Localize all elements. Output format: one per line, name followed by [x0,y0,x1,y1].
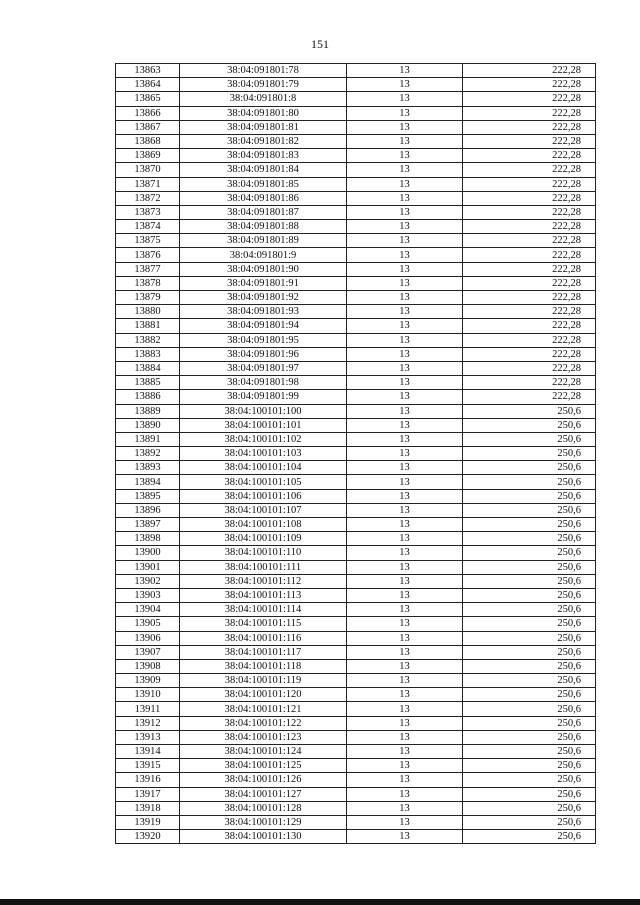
table-row [116,489,596,503]
quantity-cell: 13 [347,291,463,305]
value-cell: 250,6 [463,489,596,503]
table-row [116,376,596,390]
cadastral-number-cell: 38:04:100101:117 [180,645,347,659]
quantity-cell: 13 [347,432,463,446]
table-row [116,333,596,347]
cadastral-number-cell: 38:04:100101:123 [180,730,347,744]
table-row [116,319,596,333]
quantity-cell: 13 [347,205,463,219]
table-row [116,191,596,205]
value-cell: 222,28 [463,276,596,290]
quantity-cell: 13 [347,688,463,702]
row-number-cell: 13905 [116,617,180,631]
table-row [116,645,596,659]
cadastral-number-cell: 38:04:100101:126 [180,773,347,787]
table-row [116,617,596,631]
row-number-cell: 13894 [116,475,180,489]
cadastral-number-cell: 38:04:100101:129 [180,815,347,829]
value-cell: 250,6 [463,787,596,801]
cadastral-number-cell: 38:04:091801:83 [180,149,347,163]
cadastral-number-cell: 38:04:100101:107 [180,503,347,517]
value-cell: 250,6 [463,702,596,716]
table-row [116,461,596,475]
row-number-cell: 13916 [116,773,180,787]
cadastral-number-cell: 38:04:100101:119 [180,674,347,688]
quantity-cell: 13 [347,191,463,205]
table-row [116,674,596,688]
cadastral-number-cell: 38:04:091801:94 [180,319,347,333]
row-number-cell: 13886 [116,390,180,404]
value-cell: 222,28 [463,361,596,375]
value-cell: 250,6 [463,532,596,546]
value-cell: 222,28 [463,291,596,305]
quantity-cell: 13 [347,177,463,191]
row-number-cell: 13878 [116,276,180,290]
value-cell: 250,6 [463,518,596,532]
row-number-cell: 13885 [116,376,180,390]
row-number-cell: 13870 [116,163,180,177]
table-row [116,631,596,645]
quantity-cell: 13 [347,588,463,602]
quantity-cell: 13 [347,773,463,787]
value-cell: 222,28 [463,120,596,134]
table-row [116,134,596,148]
row-number-cell: 13904 [116,603,180,617]
quantity-cell: 13 [347,461,463,475]
quantity-cell: 13 [347,390,463,404]
value-cell: 222,28 [463,376,596,390]
cadastral-number-cell: 38:04:100101:128 [180,801,347,815]
row-number-cell: 13877 [116,262,180,276]
value-cell: 250,6 [463,418,596,432]
quantity-cell: 13 [347,447,463,461]
cadastral-number-cell: 38:04:100101:118 [180,659,347,673]
cadastral-number-cell: 38:04:100101:130 [180,830,347,844]
cadastral-number-cell: 38:04:091801:89 [180,234,347,248]
row-number-cell: 13900 [116,546,180,560]
table-row [116,574,596,588]
quantity-cell: 13 [347,617,463,631]
row-number-cell: 13917 [116,787,180,801]
quantity-cell: 13 [347,631,463,645]
row-number-cell: 13865 [116,92,180,106]
quantity-cell: 13 [347,659,463,673]
table-row [116,78,596,92]
quantity-cell: 13 [347,305,463,319]
cadastral-number-cell: 38:04:100101:104 [180,461,347,475]
cadastral-number-cell: 38:04:091801:78 [180,64,347,78]
row-number-cell: 13868 [116,134,180,148]
cadastral-number-cell: 38:04:091801:80 [180,106,347,120]
value-cell: 250,6 [463,815,596,829]
row-number-cell: 13911 [116,702,180,716]
row-number-cell: 13901 [116,560,180,574]
cadastral-number-cell: 38:04:100101:115 [180,617,347,631]
quantity-cell: 13 [347,702,463,716]
table-row [116,291,596,305]
cadastral-number-cell: 38:04:091801:90 [180,262,347,276]
quantity-cell: 13 [347,503,463,517]
cadastral-number-cell: 38:04:091801:87 [180,205,347,219]
quantity-cell: 13 [347,347,463,361]
quantity-cell: 13 [347,645,463,659]
table-row [116,149,596,163]
value-cell: 250,6 [463,588,596,602]
cadastral-number-cell: 38:04:091801:85 [180,177,347,191]
table-row [116,659,596,673]
value-cell: 222,28 [463,248,596,262]
value-cell: 250,6 [463,461,596,475]
quantity-cell: 13 [347,574,463,588]
quantity-cell: 13 [347,163,463,177]
value-cell: 222,28 [463,262,596,276]
row-number-cell: 13892 [116,447,180,461]
value-cell: 250,6 [463,546,596,560]
cadastral-number-cell: 38:04:091801:79 [180,78,347,92]
quantity-cell: 13 [347,560,463,574]
quantity-cell: 13 [347,518,463,532]
row-number-cell: 13898 [116,532,180,546]
value-cell: 250,6 [463,560,596,574]
table-row [116,220,596,234]
cadastral-number-cell: 38:04:091801:84 [180,163,347,177]
cadastral-number-cell: 38:04:100101:101 [180,418,347,432]
row-number-cell: 13906 [116,631,180,645]
row-number-cell: 13872 [116,191,180,205]
value-cell: 250,6 [463,773,596,787]
quantity-cell: 13 [347,248,463,262]
value-cell: 250,6 [463,432,596,446]
quantity-cell: 13 [347,361,463,375]
value-cell: 250,6 [463,645,596,659]
value-cell: 222,28 [463,149,596,163]
row-number-cell: 13871 [116,177,180,191]
table-row [116,404,596,418]
table-row [116,92,596,106]
table-row [116,688,596,702]
row-number-cell: 13897 [116,518,180,532]
quantity-cell: 13 [347,78,463,92]
quantity-cell: 13 [347,489,463,503]
value-cell: 250,6 [463,688,596,702]
quantity-cell: 13 [347,376,463,390]
cadastral-number-cell: 38:04:091801:9 [180,248,347,262]
table-row [116,347,596,361]
quantity-cell: 13 [347,532,463,546]
row-number-cell: 13863 [116,64,180,78]
cadastral-number-cell: 38:04:091801:91 [180,276,347,290]
quantity-cell: 13 [347,418,463,432]
row-number-cell: 13883 [116,347,180,361]
value-cell: 250,6 [463,745,596,759]
row-number-cell: 13895 [116,489,180,503]
table-row [116,546,596,560]
cadastral-number-cell: 38:04:100101:124 [180,745,347,759]
cadastral-number-cell: 38:04:091801:81 [180,120,347,134]
cadastral-number-cell: 38:04:091801:96 [180,347,347,361]
row-number-cell: 13869 [116,149,180,163]
cadastral-number-cell: 38:04:091801:82 [180,134,347,148]
cadastral-number-cell: 38:04:100101:114 [180,603,347,617]
row-number-cell: 13908 [116,659,180,673]
quantity-cell: 13 [347,404,463,418]
cadastral-number-cell: 38:04:100101:111 [180,560,347,574]
cadastral-number-cell: 38:04:100101:120 [180,688,347,702]
cadastral-number-cell: 38:04:100101:116 [180,631,347,645]
table-row [116,234,596,248]
quantity-cell: 13 [347,759,463,773]
table-row [116,64,596,78]
table-row [116,205,596,219]
value-cell: 222,28 [463,177,596,191]
table-row [116,702,596,716]
table-row [116,518,596,532]
cadastral-number-cell: 38:04:100101:121 [180,702,347,716]
quantity-cell: 13 [347,815,463,829]
value-cell: 250,6 [463,759,596,773]
cadastral-number-cell: 38:04:091801:88 [180,220,347,234]
table-row [116,106,596,120]
row-number-cell: 13907 [116,645,180,659]
quantity-cell: 13 [347,830,463,844]
value-cell: 222,28 [463,319,596,333]
table-row [116,163,596,177]
quantity-cell: 13 [347,64,463,78]
value-cell: 250,6 [463,730,596,744]
value-cell: 222,28 [463,191,596,205]
cadastral-number-cell: 38:04:100101:108 [180,518,347,532]
row-number-cell: 13909 [116,674,180,688]
cadastral-number-cell: 38:04:091801:97 [180,361,347,375]
table-row [116,418,596,432]
table-row [116,120,596,134]
cadastral-number-cell: 38:04:100101:112 [180,574,347,588]
value-cell: 222,28 [463,390,596,404]
row-number-cell: 13864 [116,78,180,92]
value-cell: 222,28 [463,134,596,148]
cadastral-number-cell: 38:04:100101:109 [180,532,347,546]
cadastral-number-cell: 38:04:091801:95 [180,333,347,347]
table-row [116,532,596,546]
table-row [116,745,596,759]
quantity-cell: 13 [347,730,463,744]
value-cell: 222,28 [463,220,596,234]
quantity-cell: 13 [347,603,463,617]
quantity-cell: 13 [347,220,463,234]
table-row [116,588,596,602]
cadastral-number-cell: 38:04:100101:125 [180,759,347,773]
row-number-cell: 13893 [116,461,180,475]
value-cell: 222,28 [463,78,596,92]
scan-bottom-edge [0,899,640,905]
value-cell: 250,6 [463,716,596,730]
value-cell: 250,6 [463,475,596,489]
value-cell: 222,28 [463,92,596,106]
table-row [116,248,596,262]
value-cell: 250,6 [463,503,596,517]
cadastral-number-cell: 38:04:100101:127 [180,787,347,801]
value-cell: 250,6 [463,404,596,418]
row-number-cell: 13876 [116,248,180,262]
quantity-cell: 13 [347,149,463,163]
value-cell: 222,28 [463,305,596,319]
row-number-cell: 13890 [116,418,180,432]
row-number-cell: 13913 [116,730,180,744]
value-cell: 250,6 [463,631,596,645]
row-number-cell: 13920 [116,830,180,844]
table-row [116,773,596,787]
table-row [116,787,596,801]
cadastral-number-cell: 38:04:100101:105 [180,475,347,489]
row-number-cell: 13914 [116,745,180,759]
value-cell: 250,6 [463,603,596,617]
table-row [116,276,596,290]
value-cell: 222,28 [463,234,596,248]
table-row [116,390,596,404]
value-cell: 250,6 [463,830,596,844]
quantity-cell: 13 [347,716,463,730]
value-cell: 250,6 [463,617,596,631]
row-number-cell: 13891 [116,432,180,446]
quantity-cell: 13 [347,801,463,815]
value-cell: 250,6 [463,674,596,688]
cadastral-number-cell: 38:04:091801:99 [180,390,347,404]
row-number-cell: 13896 [116,503,180,517]
table-body [116,64,596,844]
row-number-cell: 13874 [116,220,180,234]
row-number-cell: 13873 [116,205,180,219]
row-number-cell: 13910 [116,688,180,702]
cadastral-number-cell: 38:04:100101:103 [180,447,347,461]
parcel-table [115,63,596,844]
value-cell: 250,6 [463,659,596,673]
quantity-cell: 13 [347,319,463,333]
row-number-cell: 13902 [116,574,180,588]
row-number-cell: 13880 [116,305,180,319]
quantity-cell: 13 [347,475,463,489]
quantity-cell: 13 [347,120,463,134]
row-number-cell: 13884 [116,361,180,375]
value-cell: 250,6 [463,447,596,461]
row-number-cell: 13867 [116,120,180,134]
table-row [116,475,596,489]
table-row [116,361,596,375]
table-row [116,305,596,319]
value-cell: 222,28 [463,64,596,78]
table-row [116,716,596,730]
cadastral-number-cell: 38:04:091801:8 [180,92,347,106]
cadastral-number-cell: 38:04:100101:110 [180,546,347,560]
value-cell: 222,28 [463,347,596,361]
quantity-cell: 13 [347,92,463,106]
cadastral-number-cell: 38:04:091801:92 [180,291,347,305]
quantity-cell: 13 [347,787,463,801]
quantity-cell: 13 [347,134,463,148]
table-row [116,447,596,461]
quantity-cell: 13 [347,546,463,560]
row-number-cell: 13879 [116,291,180,305]
quantity-cell: 13 [347,674,463,688]
table-row [116,503,596,517]
row-number-cell: 13866 [116,106,180,120]
table-row [116,801,596,815]
value-cell: 222,28 [463,205,596,219]
cadastral-number-cell: 38:04:100101:113 [180,588,347,602]
table-row [116,603,596,617]
quantity-cell: 13 [347,234,463,248]
value-cell: 222,28 [463,163,596,177]
quantity-cell: 13 [347,106,463,120]
value-cell: 250,6 [463,801,596,815]
table-row [116,830,596,844]
table-row [116,177,596,191]
quantity-cell: 13 [347,745,463,759]
table-row [116,815,596,829]
cadastral-number-cell: 38:04:091801:93 [180,305,347,319]
table-row [116,759,596,773]
cadastral-number-cell: 38:04:100101:100 [180,404,347,418]
row-number-cell: 13915 [116,759,180,773]
value-cell: 222,28 [463,106,596,120]
row-number-cell: 13912 [116,716,180,730]
table-row [116,730,596,744]
row-number-cell: 13903 [116,588,180,602]
row-number-cell: 13918 [116,801,180,815]
value-cell: 250,6 [463,574,596,588]
quantity-cell: 13 [347,276,463,290]
row-number-cell: 13881 [116,319,180,333]
row-number-cell: 13889 [116,404,180,418]
value-cell: 222,28 [463,333,596,347]
page-number: 151 [311,37,329,51]
cadastral-number-cell: 38:04:100101:106 [180,489,347,503]
quantity-cell: 13 [347,333,463,347]
table-row [116,432,596,446]
row-number-cell: 13875 [116,234,180,248]
quantity-cell: 13 [347,262,463,276]
cadastral-number-cell: 38:04:100101:122 [180,716,347,730]
cadastral-number-cell: 38:04:100101:102 [180,432,347,446]
row-number-cell: 13882 [116,333,180,347]
cadastral-number-cell: 38:04:091801:86 [180,191,347,205]
table-row [116,560,596,574]
table-row [116,262,596,276]
cadastral-number-cell: 38:04:091801:98 [180,376,347,390]
row-number-cell: 13919 [116,815,180,829]
